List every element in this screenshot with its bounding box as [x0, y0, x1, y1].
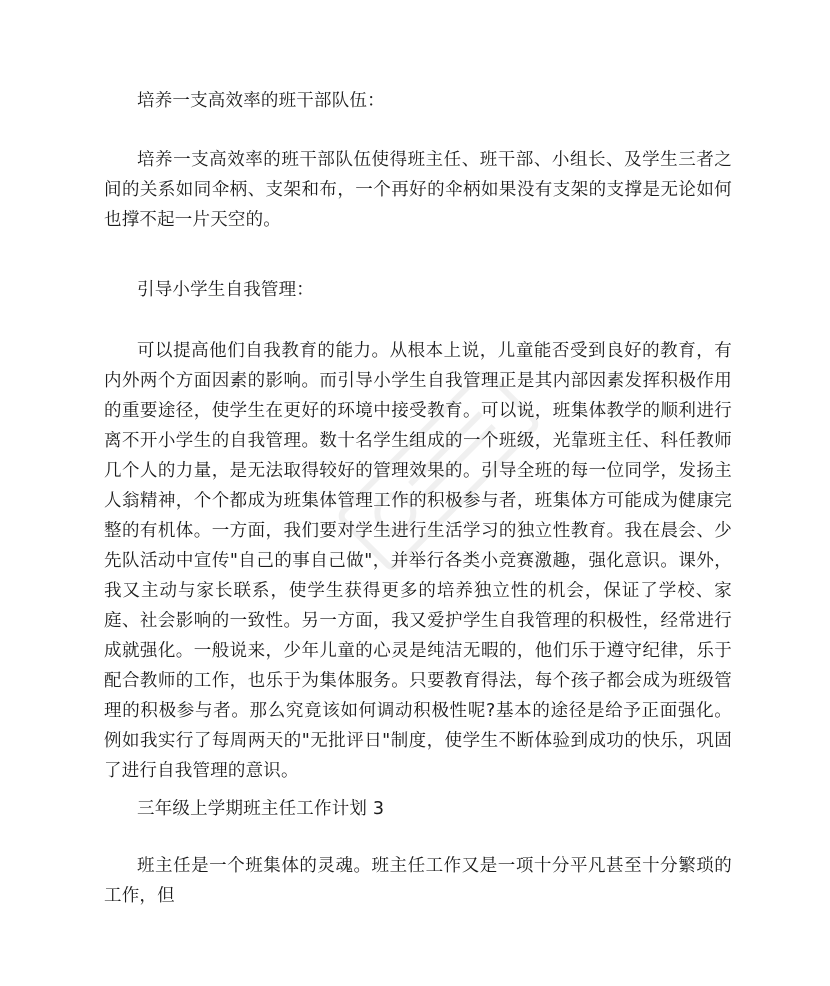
paragraph-team: 培养一支高效率的班干部队伍使得班主任、班干部、小组长、及学生三者之间的关系如同伞柄、支架和布，一个再好的伞柄如果没有支架的支撑是无论如何也撑不起一片天空的。: [104, 150, 732, 230]
section-heading-plan-3: 三年级上学期班主任工作计划 3: [137, 799, 385, 819]
section-heading-self-management: 引导小学生自我管理：: [137, 280, 314, 300]
paragraph-self-management: 可以提高他们自我教育的能力。从根本上说，儿童能否受到良好的教育，有内外两个方面因素的影响。而引导小学生自我管理正是其内部因素发挥积极作用的重要途径，使学生在更好的环境中接受教育。可以说，班集体教学的顺利进行离不开小学生的自我管理。数十名学生组成的一个班级，光靠班主任、科任教师几个人的力量，是无法取得较好的管理效果的。引导全班的每一位同学，发扬主人翁精神，个个都成为班集体管理工作的积极参与者，班集体方可能成为健康完整的有机体。一方面，我们要对学生进行生活学习的独立性教育。我在晨会、少先队活动中宣传"自己的事自己做"，并举行各类小竞赛激趣，强化意识。课外，我又主动与家长联系，使学生获得更多的培养独立性的机会，保证了学校、家庭、社会影响的一致性。另一方面，我又爱护学生自我管理的积极性，经常进行成就强化。一般说来，少年儿童的心灵是纯洁无暇的，他们乐于遵守纪律，乐于配合教师的工作，也乐于为集体服务。只要教育得法，每个孩子都会成为班级管理的积极参与者。那么究竟该如何调动积极性呢?基本的途径是给予正面强化。例如我实行了每周两天的"无批评日"制度，使学生不断体验到成功的快乐，巩固了进行自我管理的意识。: [104, 341, 732, 781]
section-heading-team: 培养一支高效率的班干部队伍：: [137, 91, 385, 111]
paragraph-plan-3: 班主任是一个班集体的灵魂。班主任工作又是一项十分平凡甚至十分繁琐的工作，但: [104, 856, 732, 906]
